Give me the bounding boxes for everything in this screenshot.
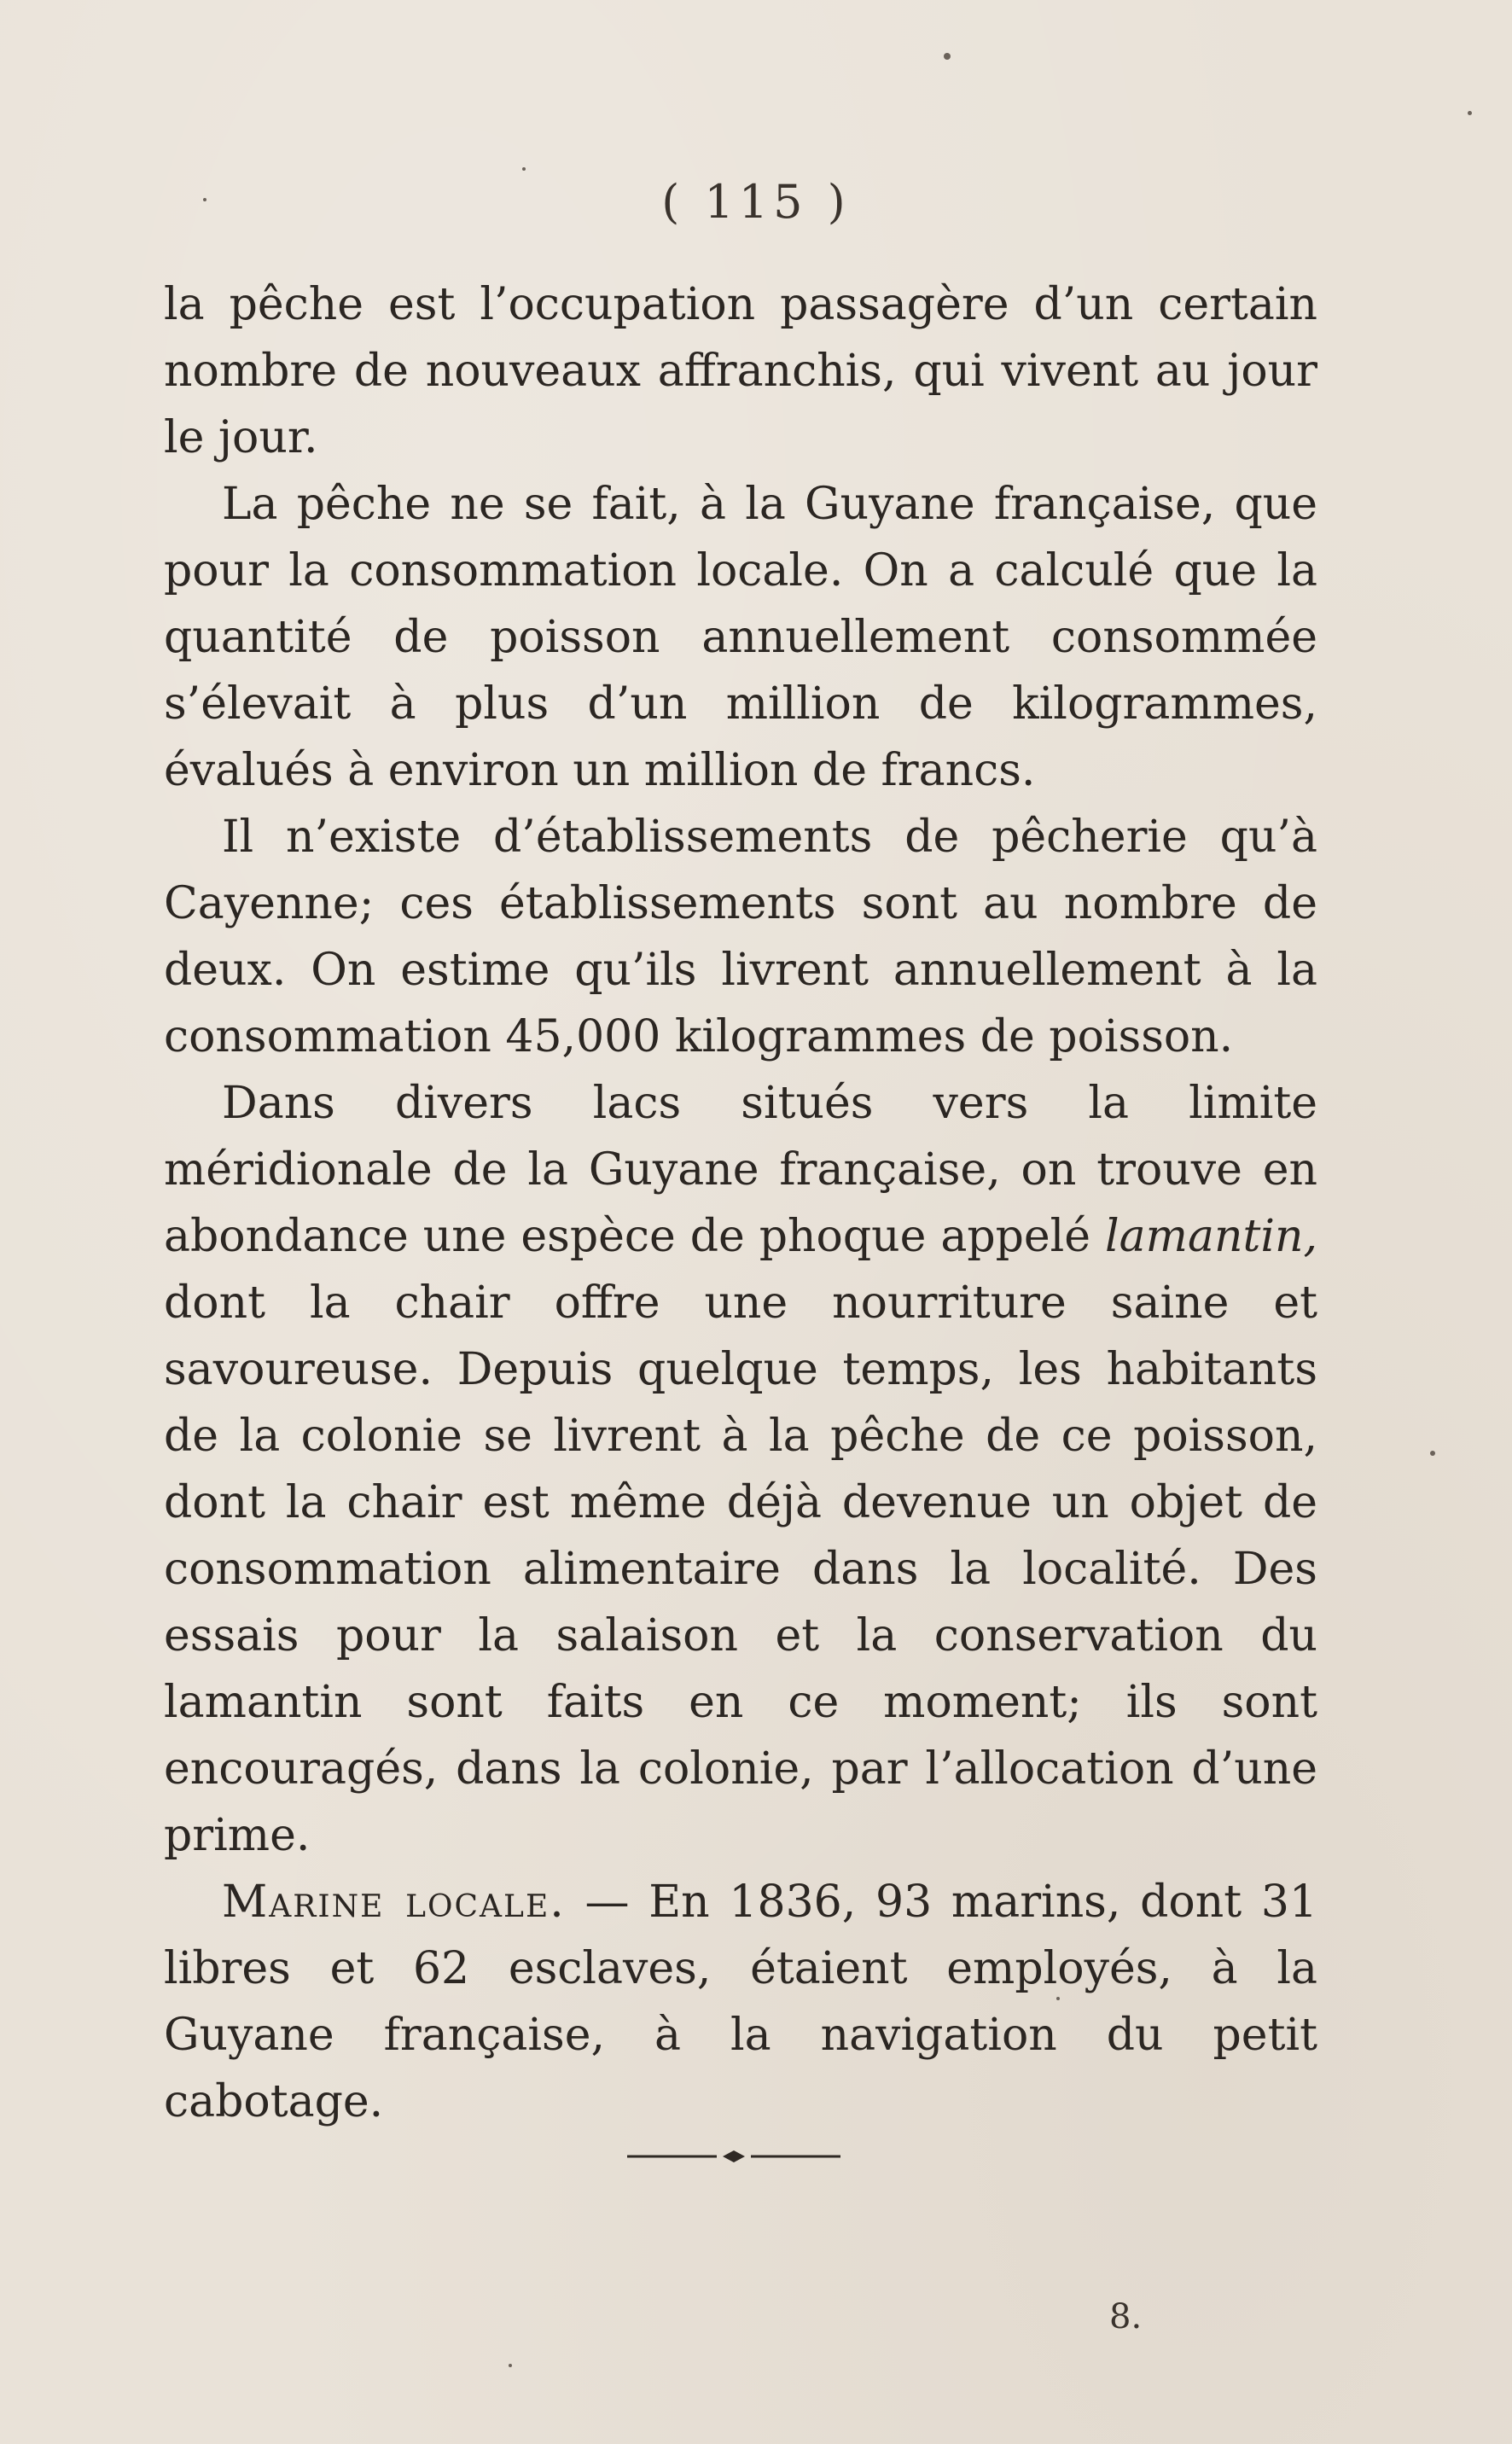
paragraph-lamantin [164, 1070, 1317, 1869]
paper-speck [509, 2364, 512, 2367]
paragraph-lamantin-text-start: Dans divers lacs situés vers la limite méridionale de la Guyane française, on trouve en abondance une espèce de phoque appelé [164, 1078, 1317, 1262]
paper-speck [522, 167, 526, 171]
paragraph-lamantin-text-end: dont la chair offre une nourriture saine et savoureuse. Depuis quelque temps, les habitants de la colonie se livrent à la pêche de ce poisson, dont la chair est même déjà devenue un objet de consommation alimentaire dans la localité. Des essais pour la salaison et la conservation du lamantin sont faits en ce moment; ils sont encouragés, dans la colonie, par l’allocation d’une prime. [164, 1277, 1317, 1861]
section-heading-marine-locale: Marine locale. [222, 1877, 566, 1928]
italic-term-lamantin: lamantin, [1105, 1211, 1317, 1262]
body-text [164, 271, 1317, 2135]
paper-speck [1468, 111, 1472, 115]
signature-mark: 8. [1109, 2297, 1143, 2336]
ornament-divider [627, 2146, 840, 2167]
paragraph-fisheries: Il n’existe d’établissements de pêcherie qu’à Cayenne; ces établissements sont au nombre de deux. On estime qu’ils livrent annuellement à la consommation 45,000 kilogrammes de poisson. [164, 812, 1317, 1062]
paragraph-marine-locale-text: — En 1836, 93 marins, dont 31 libres et 62 esclaves, étaient employés, à la Guyane française, à la navigation du petit cabotage. [164, 1877, 1317, 2127]
page-number-header: ( 115 ) [661, 175, 851, 229]
paragraph-continuation: la pêche est l’occupation passagère d’un certain nombre de nouveaux affranchis, qui vivent au jour le jour. [164, 279, 1317, 463]
paper-speck [1430, 1451, 1435, 1456]
paper-speck [944, 53, 951, 60]
ornament-diamond [723, 2150, 745, 2162]
paragraph-marine-locale [164, 1869, 1317, 2135]
paragraph-consumption: La pêche ne se fait, à la Guyane française, que pour la consommation locale. On a calculé que la quantité de poisson annuellement consommée s’élevait à plus d’un million de kilogrammes, évalués à environ un million de francs. [164, 479, 1317, 796]
